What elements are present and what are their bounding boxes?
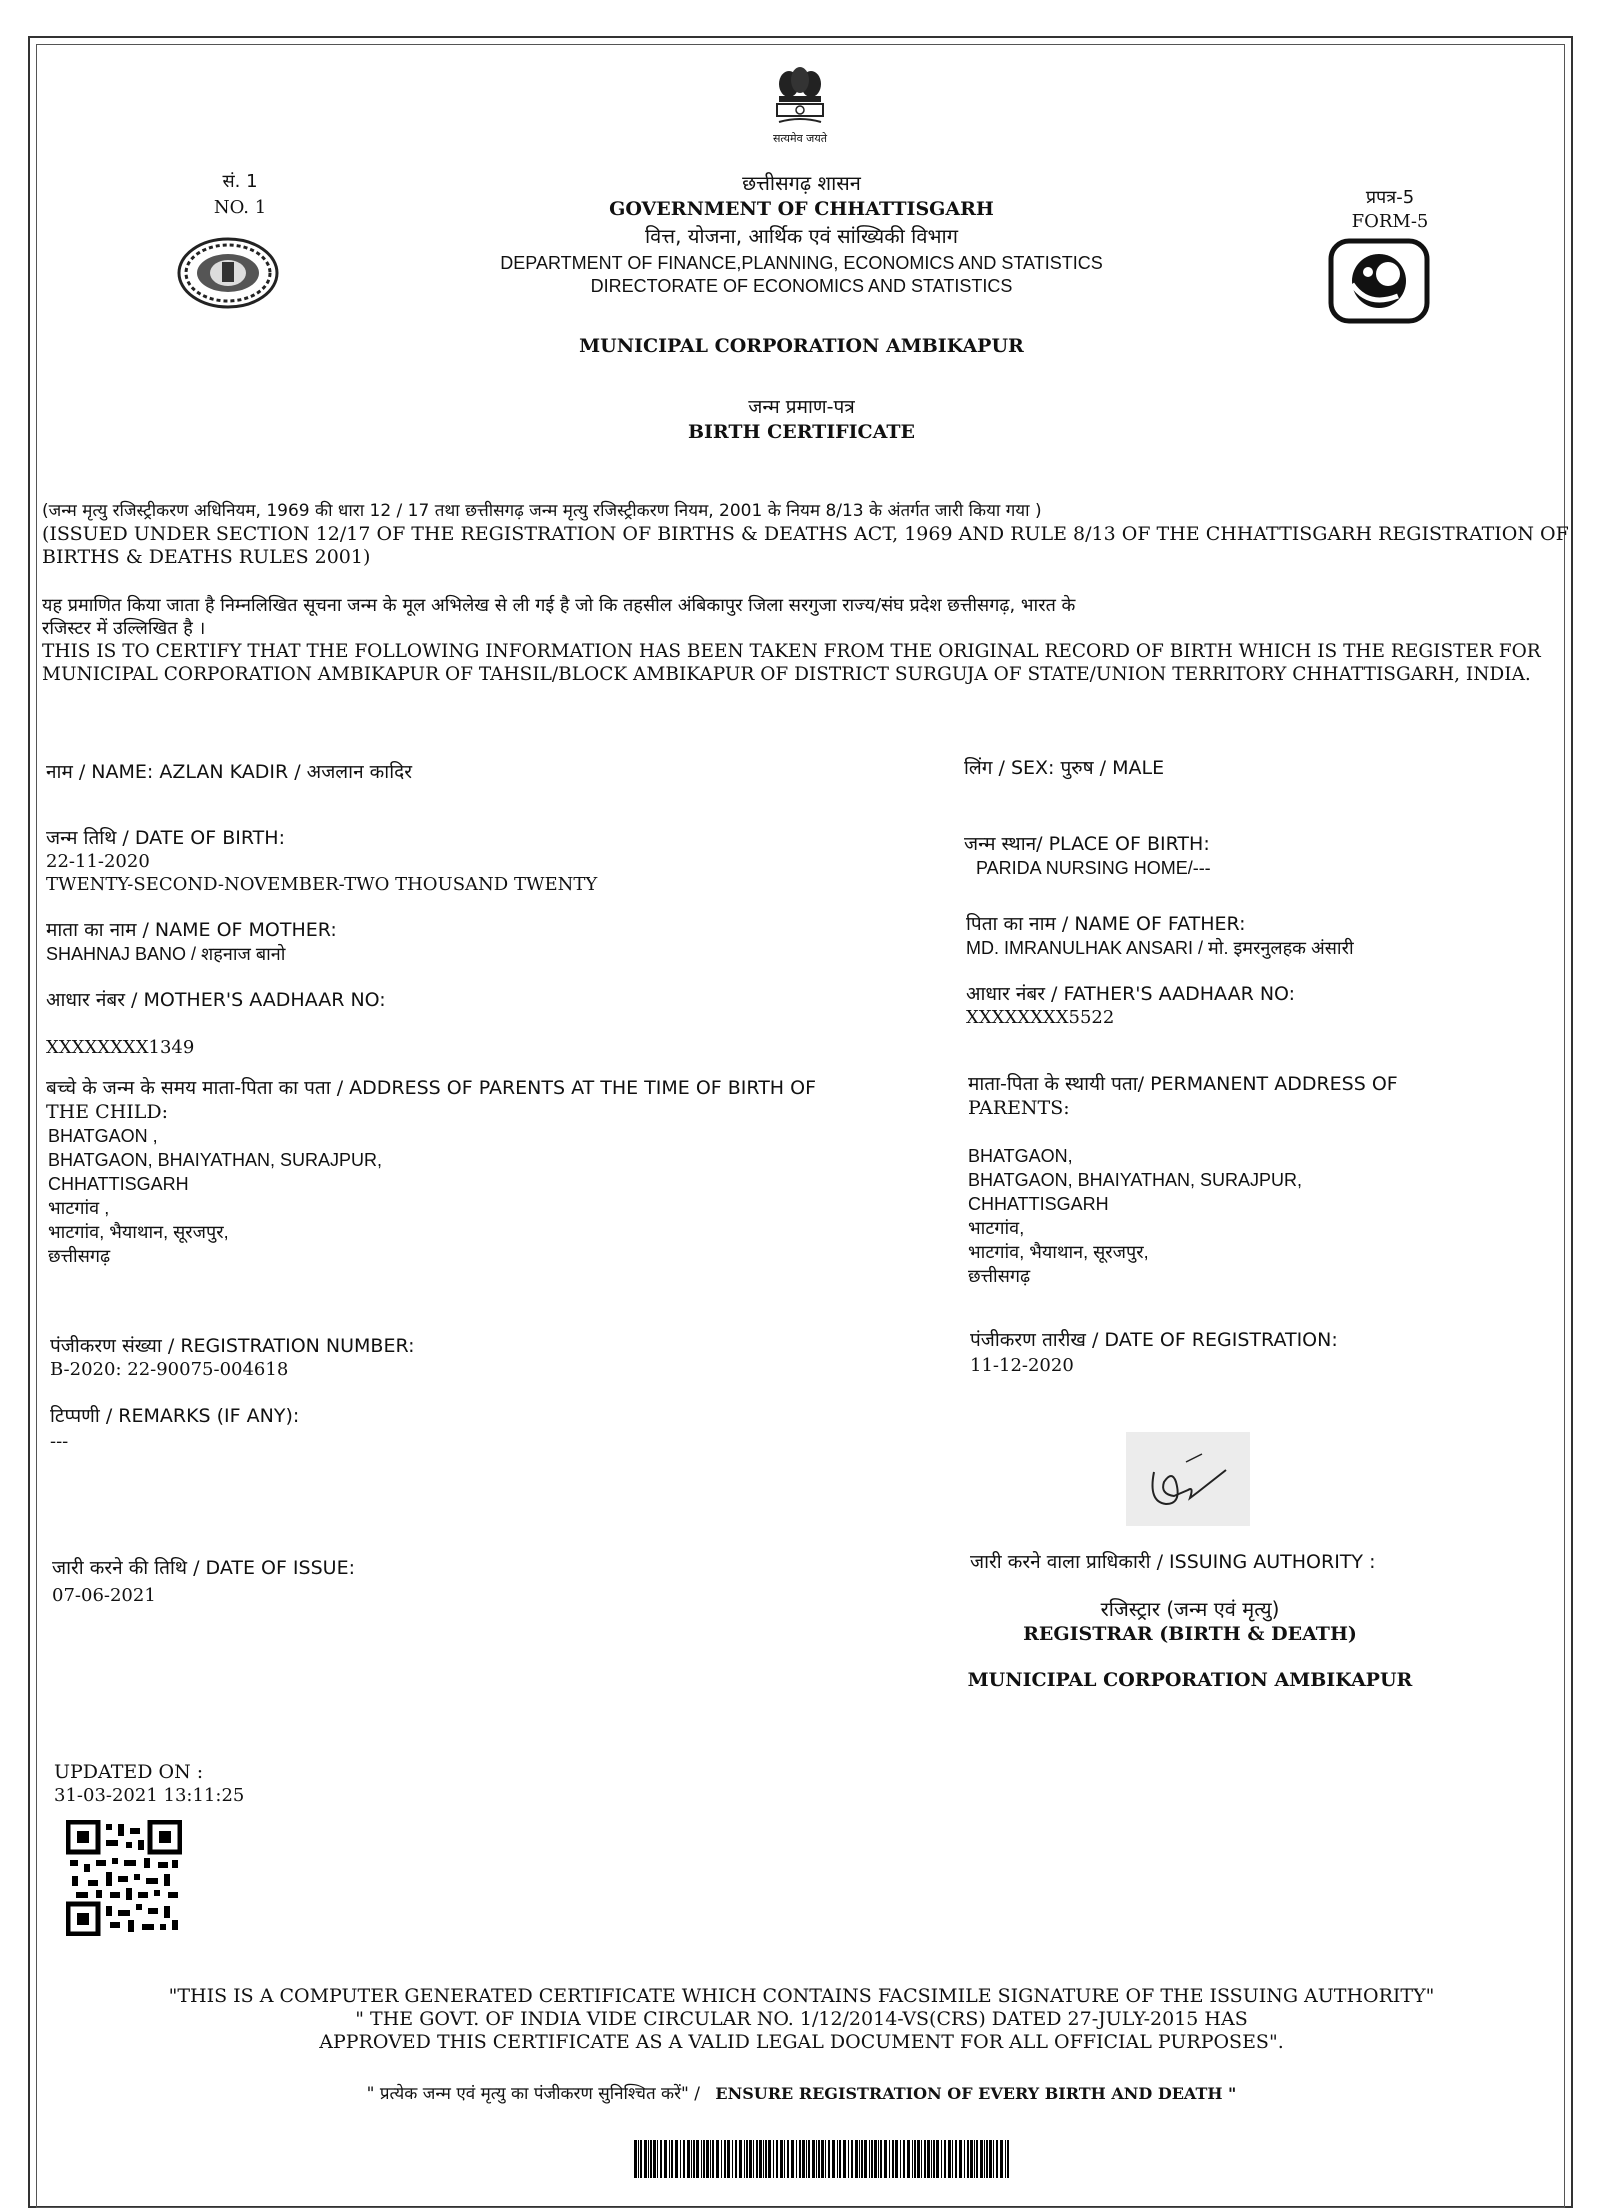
mother-aadhaar-label: आधार नंबर / MOTHER'S AADHAAR NO:	[46, 989, 386, 1011]
father-aadhaar-value: XXXXXXXX5522	[966, 1007, 1115, 1028]
registration-date-label: पंजीकरण तारीख / DATE OF REGISTRATION:	[970, 1329, 1338, 1351]
govt-name-en: GOVERNMENT OF CHHATTISGARH	[609, 198, 994, 220]
certify-en-1: THIS IS TO CERTIFY THAT THE FOLLOWING INFORMATION HAS BEEN TAKEN FROM THE ORIGINAL RECORD OF BIRTH WHICH IS THE REGISTER FOR	[42, 641, 1541, 662]
signature-icon	[1126, 1432, 1250, 1526]
issued-under-section	[42, 500, 1569, 569]
state-seal	[176, 236, 280, 314]
mother-name-label: माता का नाम / NAME OF MOTHER:	[46, 919, 337, 941]
certify-en-2: MUNICIPAL CORPORATION AMBIKAPUR OF TAHSIL/BLOCK AMBIKAPUR OF DISTRICT SURGUJA OF STATE/UNION TERRITORY CHHATTISGARH, INDIA.	[42, 664, 1531, 685]
permanent-address-line: भाटगांव,	[968, 1218, 1025, 1238]
barcode-icon	[634, 2140, 1014, 2178]
qr-code-icon	[66, 1820, 182, 1936]
directorate: DIRECTORATE OF ECONOMICS AND STATISTICS	[590, 276, 1013, 296]
pob-value: PARIDA NURSING HOME/---	[976, 858, 1211, 878]
issued-under-en-1: (ISSUED UNDER SECTION 12/17 OF THE REGISTRATION OF BIRTHS & DEATHS ACT, 1969 AND RULE 8/13 OF THE CHHATTISGARH REGISTRATION OF	[42, 523, 1569, 545]
govt-name-hi: छत्तीसगढ़ शासन	[742, 171, 861, 195]
issuing-authority-label: जारी करने वाला प्राधिकारी / ISSUING AUTHORITY :	[970, 1551, 1376, 1573]
registration-date-value: 11-12-2020	[970, 1355, 1074, 1376]
issued-under-hi: (जन्म मृत्यु रजिस्ट्रीकरण अधिनियम, 1969 की धारा 12 / 17 तथा छत्तीसगढ़ जन्म मृत्यु रजिस्ट्रीकरण नियम, 2001 के नियम 8/13 के अंतर्गत जारी किया गया )	[42, 501, 1042, 521]
certify-hi-2: रजिस्टर में उल्लिखित है ।	[42, 618, 206, 639]
birth-address-line: CHHATTISGARH	[48, 1174, 189, 1194]
issued-under-en-2: BIRTHS & DEATHS RULES 2001)	[42, 546, 371, 568]
birth-address-line: भाटगांव ,	[48, 1198, 110, 1218]
sex: लिंग / SEX: पुरुष / MALE	[964, 757, 1165, 779]
dob-label: जन्म तिथि / DATE OF BIRTH:	[46, 827, 285, 849]
slogan-en: ENSURE REGISTRATION OF EVERY BIRTH AND DEATH "	[715, 2084, 1237, 2103]
form-number-en: FORM-5	[1351, 211, 1429, 232]
registrar-organisation: MUNICIPAL CORPORATION AMBIKAPUR	[967, 1669, 1413, 1691]
certify-hi-1: यह प्रमाणित किया जाता है निम्नलिखित सूचना जन्म के मूल अभिलेख से ली गई है जो कि तहसील अंबिकापुर जिला सरगुजा राज्य/संघ प्रदेश छत्तीसगढ़, भारत के	[42, 595, 1076, 616]
serial-number-en: NO. 1	[213, 197, 267, 218]
footer-line-1: "THIS IS A COMPUTER GENERATED CERTIFICATE WHICH CONTAINS FACSIMILE SIGNATURE OF THE ISSUING AUTHORITY"	[168, 1985, 1435, 2007]
certify-statement	[42, 594, 1562, 686]
dob-value: 22-11-2020	[46, 851, 150, 872]
footer-line-2: " THE GOVT. OF INDIA VIDE CIRCULAR NO. 1/12/2014-VS(CRS) DATED 27-JULY-2015 HAS	[355, 2008, 1248, 2030]
department-en: DEPARTMENT OF FINANCE,PLANNING, ECONOMICS AND STATISTICS	[500, 253, 1103, 273]
permanent-address-line: CHHATTISGARH	[968, 1194, 1109, 1214]
certificate-title-en: BIRTH CERTIFICATE	[687, 421, 916, 443]
permanent-address-line: छत्तीसगढ़	[968, 1266, 1031, 1286]
registration-number-label: पंजीकरण संख्या / REGISTRATION NUMBER:	[50, 1335, 415, 1357]
permanent-address-label-2: PARENTS:	[968, 1097, 1070, 1119]
crs-logo	[1328, 238, 1430, 328]
department-hi: वित्त, योजना, आर्थिक एवं सांख्यिकी विभाग	[645, 224, 958, 248]
father-name-label: पिता का नाम / NAME OF FATHER:	[966, 913, 1246, 935]
mother-name-value: SHAHNAJ BANO / शहनाज बानो	[46, 944, 286, 964]
form-number-hi: प्रपत्र-5	[1365, 187, 1415, 208]
national-emblem	[740, 64, 860, 154]
barcode	[634, 2140, 1014, 2178]
registration-logo-icon	[1328, 238, 1430, 324]
mother-aadhaar-value: XXXXXXXX1349	[46, 1037, 195, 1058]
birth-address-line: BHATGAON ,	[48, 1126, 158, 1146]
registration-number-value: B-2020: 22-90075-004618	[50, 1359, 289, 1380]
issue-date-value: 07-06-2021	[52, 1585, 156, 1606]
footer-slogan	[100, 2082, 1503, 2106]
qr-code	[66, 1820, 182, 1940]
birth-address-line: छत्तीसगढ़	[48, 1246, 111, 1266]
serial-number-hi: सं. 1	[222, 171, 258, 192]
permanent-address-line: BHATGAON,	[968, 1146, 1073, 1166]
permanent-address-line: भाटगांव, भैयाथान, सूरजपुर,	[968, 1242, 1149, 1262]
lion-capital-icon	[765, 64, 835, 130]
permanent-address	[968, 1144, 1302, 1288]
father-name-value: MD. IMRANULHAK ANSARI / मो. इमरनुलहक अंसारी	[966, 938, 1354, 958]
chhattisgarh-seal-icon	[176, 236, 280, 310]
registrar-en: REGISTRAR (BIRTH & DEATH)	[1023, 1623, 1357, 1645]
pob-label: जन्म स्थान/ PLACE OF BIRTH:	[964, 833, 1210, 855]
updated-on-label: UPDATED ON :	[54, 1761, 204, 1783]
father-aadhaar-label: आधार नंबर / FATHER'S AADHAAR NO:	[966, 983, 1296, 1005]
dob-in-words: TWENTY-SECOND-NOVEMBER-TWO THOUSAND TWENTY	[46, 874, 598, 895]
remarks-value: ---	[50, 1431, 69, 1452]
footer-line-3: APPROVED THIS CERTIFICATE AS A VALID LEGAL DOCUMENT FOR ALL OFFICIAL PURPOSES".	[319, 2031, 1284, 2053]
issue-date-label: जारी करने की तिथि / DATE OF ISSUE:	[52, 1557, 355, 1579]
emblem-motto: सत्यमेव जयते	[772, 132, 827, 145]
birth-address-label-2: THE CHILD:	[46, 1101, 169, 1123]
birth-address-line: BHATGAON, BHAIYATHAN, SURAJPUR,	[48, 1150, 383, 1170]
remarks-label: टिप्पणी / REMARKS (IF ANY):	[50, 1405, 300, 1427]
updated-on-value: 31-03-2021 13:11:25	[54, 1785, 245, 1806]
birth-address-line: भाटगांव, भैयाथान, सूरजपुर,	[48, 1222, 229, 1242]
birth-address-label-1: बच्चे के जन्म के समय माता-पिता का पता / ADDRESS OF PARENTS AT THE TIME OF BIRTH OF	[46, 1077, 817, 1099]
signature-stamp	[1126, 1432, 1250, 1526]
permanent-address-label-1: माता-पिता के स्थायी पता/ PERMANENT ADDRESS OF	[968, 1073, 1398, 1095]
issuing-corporation: MUNICIPAL CORPORATION AMBIKAPUR	[579, 335, 1024, 357]
registrar-hi: रजिस्ट्रार (जन्म एवं मृत्यु)	[1100, 1597, 1280, 1621]
birth-address	[48, 1124, 382, 1268]
permanent-address-line: BHATGAON, BHAIYATHAN, SURAJPUR,	[968, 1170, 1303, 1190]
child-name: नाम / NAME: AZLAN KADIR / अजलान कादिर	[46, 761, 412, 783]
slogan-hi: " प्रत्येक जन्म एवं मृत्यु का पंजीकरण सुनिश्चित करें" /	[366, 2084, 701, 2104]
certificate-title-hi: जन्म प्रमाण-पत्र	[748, 396, 855, 418]
